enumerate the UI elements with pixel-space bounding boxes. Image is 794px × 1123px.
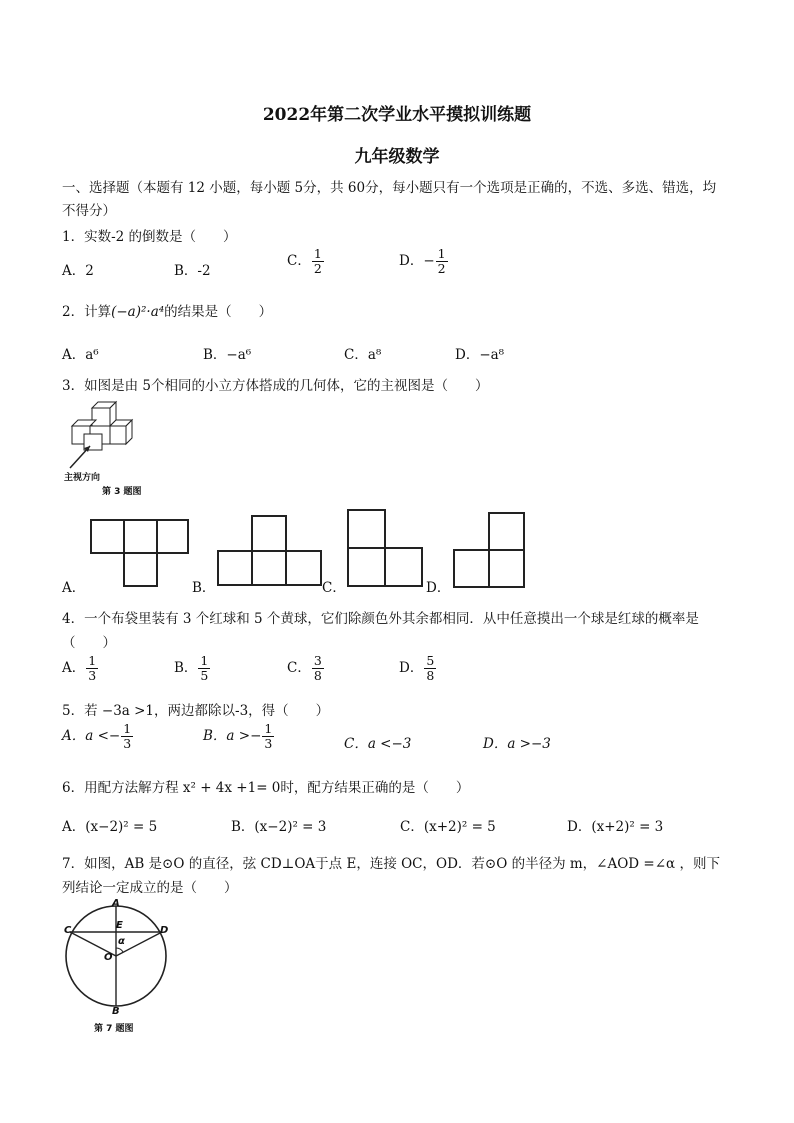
q3-stem: 3．如图是由 5个相同的小立方体搭成的几何体，它的主视图是（ ）	[62, 378, 489, 394]
q1-option-c-label: C．	[287, 253, 311, 269]
section-heading-line2: 不得分）	[62, 203, 116, 219]
fraction-denominator: 3	[264, 736, 273, 751]
label-alpha: α	[118, 936, 125, 947]
q5-option-a-fraction	[121, 722, 133, 751]
angle-alpha-arc	[116, 948, 123, 952]
q4-stem-line2: （ ）	[62, 635, 116, 651]
q3-option-c-shape	[347, 509, 423, 587]
q1-option-a: A．2	[62, 263, 94, 279]
q6-option-c: C．(x+2)² = 5	[400, 819, 496, 835]
fraction-numerator: 3	[313, 653, 322, 668]
section-heading-line1: 一、选择题（本题有 12 小题，每小题 5分，共 60分，每小题只有一个选项是正确的，不选、多选、错选，均	[62, 180, 717, 196]
q1-option-c	[287, 247, 325, 276]
label-c: C	[64, 925, 72, 936]
q4-stem-line1: 4．一个布袋里装有 3 个红球和 5 个黄球，它们除颜色外其余都相同．从中任意摸出一个球是红球的概率是	[62, 611, 699, 627]
q3-figure-caption: 第 3 题图	[102, 487, 142, 497]
q6-stem: 6．用配方法解方程 x² + 4x +1= 0时，配方结果正确的是（ ）	[62, 780, 470, 796]
q4-option-d-fraction	[424, 654, 436, 683]
fraction-denominator: 8	[313, 668, 322, 683]
q1-option-d-fraction	[436, 247, 448, 276]
q4-option-a-fraction	[86, 654, 98, 683]
q4-option-b-label: B．	[174, 660, 198, 676]
q2-option-c: C．a⁸	[344, 347, 382, 363]
q4-option-b-fraction	[198, 654, 210, 683]
q2-stem	[62, 300, 272, 320]
q4-option-a	[62, 654, 99, 683]
q6-option-a: A．(x−2)² = 5	[62, 819, 158, 835]
page-title: 2022年第二次学业水平摸拟训练题	[262, 105, 532, 125]
q1-stem: 1．实数-2 的倒数是（ ）	[62, 229, 237, 245]
q4-option-c-label: C．	[287, 660, 311, 676]
q7-figure-caption: 第 7 题图	[94, 1024, 134, 1034]
q5-option-c: C．a <−3	[344, 736, 412, 752]
q2-stem-suffix: 的结果是（ ）	[164, 304, 273, 320]
fraction-numerator: 1	[437, 246, 446, 261]
fraction-numerator: 1	[200, 653, 209, 668]
q7-stem-line2: 列结论一定成立的是（ ）	[62, 880, 238, 896]
q3-option-b: B．	[192, 580, 216, 596]
fraction-numerator: 5	[426, 653, 435, 668]
q4-option-a-label: A．	[62, 660, 86, 676]
q3-cube-figure	[60, 398, 180, 498]
q1-options	[62, 245, 762, 285]
label-d: D	[160, 925, 169, 936]
q3-option-a: A．	[62, 580, 86, 596]
q2-option-b: B．−a⁶	[203, 347, 252, 363]
q4-option-b	[174, 654, 211, 683]
q5-options	[62, 722, 762, 762]
q4-option-c-fraction	[312, 654, 324, 683]
q3-option-c: C．	[322, 580, 346, 596]
q1-option-b: B．-2	[174, 263, 211, 279]
q6-option-b: B．(x−2)² = 3	[231, 819, 327, 835]
fraction-numerator: 1	[264, 721, 273, 736]
fraction-numerator: 1	[88, 653, 97, 668]
q2-expression: (−a)²·a⁴	[111, 304, 165, 320]
q3-option-a-shape	[90, 519, 190, 587]
q4-option-c	[287, 654, 325, 683]
q1-option-d-label: D．−	[399, 253, 435, 269]
page-subtitle: 九年级数学	[354, 147, 440, 167]
fraction-denominator: 5	[200, 668, 209, 683]
q2-option-a: A．a⁶	[62, 347, 99, 363]
label-e: E	[116, 920, 123, 931]
q5-stem: 5．若 −3a >1，两边都除以-3，得（ ）	[62, 703, 330, 719]
q3-option-d: D．	[426, 580, 451, 596]
q6-options	[62, 815, 762, 835]
q5-option-d: D．a >−3	[483, 736, 551, 752]
label-o: O	[104, 952, 113, 963]
q5-option-a-label: A．a <−	[62, 728, 121, 744]
label-a: A	[112, 898, 120, 909]
q1-option-d	[399, 247, 449, 276]
fraction-denominator: 2	[313, 261, 322, 276]
q6-option-d: D．(x+2)² = 3	[567, 819, 664, 835]
fraction-denominator: 2	[437, 261, 446, 276]
fraction-numerator: 1	[123, 721, 132, 736]
q5-option-b-fraction	[262, 722, 274, 751]
q5-option-b-label: B．a >−	[203, 728, 262, 744]
q5-option-b	[203, 722, 275, 751]
fraction-denominator: 3	[123, 736, 132, 751]
q3-view-direction-label: 主视方向	[64, 473, 101, 483]
label-b: B	[112, 1006, 120, 1017]
q4-option-d	[399, 654, 437, 683]
q4-option-d-label: D．	[399, 660, 424, 676]
q4-options	[62, 654, 762, 694]
q2-stem-prefix: 2．计算	[62, 304, 112, 320]
fraction-denominator: 8	[426, 668, 435, 683]
fraction-numerator: 1	[313, 246, 322, 261]
q5-option-a	[62, 722, 134, 751]
q7-circle-figure	[58, 894, 178, 1020]
q7-stem-line1: 7．如图，AB 是⊙O 的直径，弦 CD⊥OA于点 E，连接 OC，OD．若⊙O 的半径为 m，∠AOD =∠α ，则下	[62, 856, 720, 872]
q3-option-d-shape	[453, 512, 526, 588]
q2-options	[62, 343, 762, 363]
q2-option-d: D．−a⁸	[455, 347, 505, 363]
q3-option-b-shape	[217, 515, 323, 587]
q1-option-c-fraction	[312, 247, 324, 276]
fraction-denominator: 3	[88, 668, 97, 683]
